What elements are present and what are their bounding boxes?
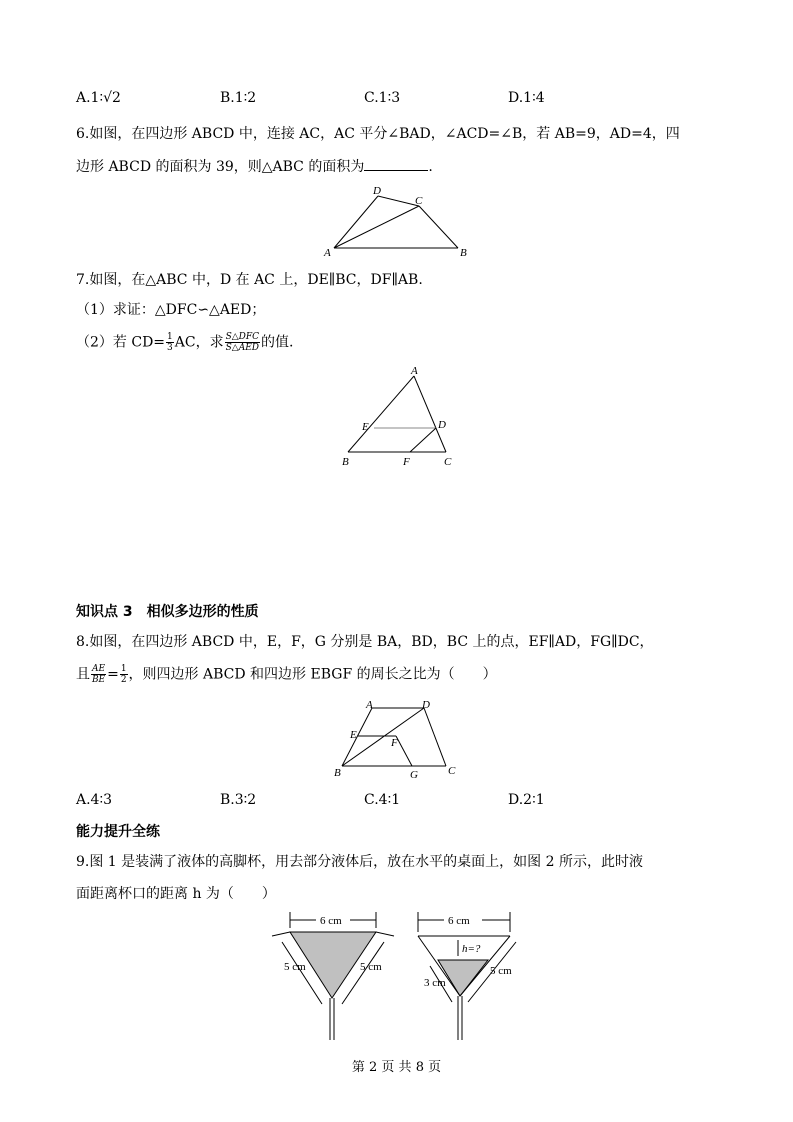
q9-fig1-left-label: 5 cm	[284, 961, 306, 973]
q8-line2-text-c: ，则四边形 ABCD 和四边形 EBGF 的周长之比为（ ）	[128, 666, 497, 683]
q7-part2-text-a: （2）若 CD=	[76, 334, 166, 351]
ae-be-fraction: $\frac{AE}{BE}$	[91, 664, 106, 685]
q7-label-b: B	[342, 456, 349, 468]
q9-line1: 9.图 1 是装满了液体的高脚杯，用去部分液体后，放在水平的桌面上，如图 2 所示，此时液	[76, 854, 643, 870]
q6-line2-end: .	[428, 159, 433, 175]
q9-fig2-left-label: 3 cm	[424, 977, 446, 989]
q8-line2	[76, 664, 497, 685]
q8-label-g: G	[410, 769, 418, 780]
q6-label-d: D	[373, 185, 381, 197]
one-half-fraction: $\frac{1}{2}$	[120, 664, 127, 685]
q8-line2-text-a: 且	[76, 666, 90, 683]
q9-fig2-h-label: h=?	[462, 943, 481, 955]
q7-part2-text-b: AC，求	[174, 334, 224, 351]
section-heading-ability: 能力提升全练	[76, 824, 160, 840]
q7-label-a: A	[411, 365, 418, 377]
q5-option-c: C.1∶3	[364, 90, 401, 106]
q8-option-d: D.2∶1	[508, 792, 545, 808]
q6-figure	[322, 182, 472, 264]
q6-label-b: B	[460, 247, 467, 259]
q7-line1: 7.如图，在△ABC 中，D 在 AC 上，DE∥BC，DF∥AB.	[76, 272, 423, 288]
q6-line1: 6.如图，在四边形 ABCD 中，连接 AC，AC 平分∠BAD，∠ACD=∠B，若 AB=9，AD=4，四	[76, 126, 680, 142]
q6-label-a: A	[324, 247, 331, 259]
q9-fig2-right-label: 5 cm	[490, 965, 512, 977]
q8-label-b: B	[334, 767, 341, 779]
q9-figure-1	[264, 906, 404, 1048]
q9-fig1-right-label: 5 cm	[360, 961, 382, 973]
q9-line2: 面距离杯口的距离 h 为（ ）	[76, 886, 276, 902]
q8-option-b: B.3∶2	[220, 792, 257, 808]
q8-label-c: C	[448, 765, 456, 777]
q6-line2	[76, 156, 433, 177]
q5-option-b: B.1∶2	[220, 90, 257, 106]
q8-label-f: F	[391, 737, 398, 749]
q7-label-c: C	[444, 456, 452, 468]
q9-figure-2	[410, 906, 540, 1048]
q5-option-a: A.1∶√2	[76, 90, 121, 106]
section-heading-knowledge-3: 知识点 3 相似多边形的性质	[76, 604, 259, 620]
q7-part2	[76, 332, 293, 353]
area-ratio-fraction: $\frac{\text{S△DFC}}{\text{S△AED}}$	[225, 332, 260, 353]
answer-blank	[364, 156, 428, 171]
page-footer: 第 2 页 共 8 页	[351, 1060, 442, 1075]
q9-fig1-top-label: 6 cm	[320, 915, 342, 927]
q9-fig2-top-label: 6 cm	[448, 915, 470, 927]
q8-figure	[330, 698, 465, 784]
q7-figure	[334, 364, 464, 476]
q8-label-a: A	[366, 699, 373, 711]
q8-equals: =	[107, 666, 119, 683]
fraction-one-third: $\frac{1}{3}$	[167, 332, 173, 353]
q8-label-d: D	[422, 699, 430, 711]
q6-label-c: C	[415, 195, 423, 207]
q7-label-d: D	[438, 419, 446, 431]
q6-line2-text: 边形 ABCD 的面积为 39，则△ABC 的面积为	[76, 159, 365, 175]
q8-line1: 8.如图，在四边形 ABCD 中，E，F，G 分别是 BA，BD，BC 上的点，EF∥AD，FG∥DC，	[76, 634, 654, 650]
q8-option-a: A.4∶3	[76, 792, 113, 808]
q7-label-e: E	[362, 421, 369, 433]
q8-option-c: C.4∶1	[364, 792, 401, 808]
q7-label-f: F	[403, 456, 410, 468]
q7-part2-text-c: 的值.	[261, 334, 294, 351]
q5-option-d: D.1∶4	[508, 90, 545, 106]
q7-part1: （1）求证：△DFC∽△AED；	[76, 302, 266, 318]
q8-label-e: E	[350, 729, 357, 741]
